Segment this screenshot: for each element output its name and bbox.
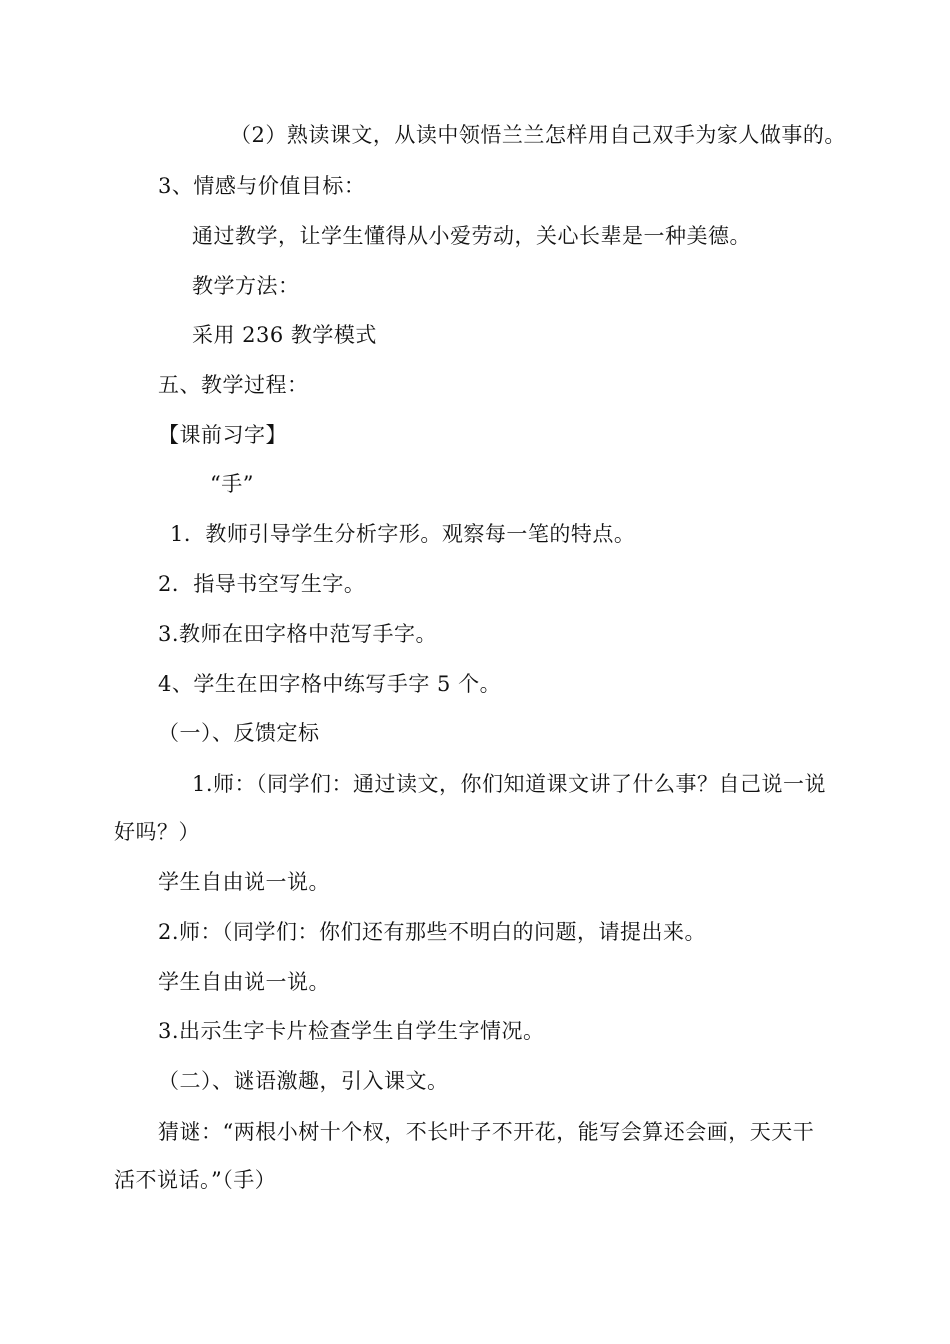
text-line-character: “手” bbox=[210, 472, 254, 496]
text-line-method: 采用 236 教学模式 bbox=[192, 323, 377, 347]
text-line-teacher-question-1: 1.师：（同学们：通过读文，你们知道课文讲了什么事？自己说一说 bbox=[192, 772, 827, 796]
text-line-student-response-1: 学生自由说一说。 bbox=[158, 870, 330, 894]
text-line-step-3: 3.教师在田字格中范写手字。 bbox=[158, 622, 438, 646]
text-line-pre-class-heading: 【课前习字】 bbox=[158, 423, 287, 447]
text-line-section-1-heading: （一）、反馈定标 bbox=[158, 721, 320, 745]
text-line-riddle: 猜谜：“两根小树十个杈，不长叶子不开花，能写会算还会画，天天干 bbox=[158, 1120, 815, 1144]
text-line-riddle-cont: 活不说话。”（手） bbox=[114, 1168, 277, 1192]
text-line-flashcards: 3.出示生字卡片检查学生自学生字情况。 bbox=[158, 1019, 545, 1043]
text-line-process-heading: 五、教学过程： bbox=[158, 373, 309, 397]
text-line-teacher-question-2: 2.师：（同学们：你们还有那些不明白的问题，请提出来。 bbox=[158, 920, 707, 944]
text-line-step-2: 2．指导书空写生字。 bbox=[158, 572, 366, 596]
text-line-student-response-2: 学生自由说一说。 bbox=[158, 970, 330, 994]
text-line-teacher-question-1-cont: 好吗？） bbox=[114, 820, 200, 844]
text-line-step-1: 1．教师引导学生分析字形。观察每一笔的特点。 bbox=[170, 522, 636, 546]
text-line-method-heading: 教学方法： bbox=[192, 274, 300, 298]
text-line-section-2-heading: （二）、谜语激趣，引入课文。 bbox=[158, 1069, 449, 1093]
text-line-emotion-goal: 通过教学，让学生懂得从小爱劳动，关心长辈是一种美德。 bbox=[192, 224, 751, 248]
text-line-emotion-goal-heading: 3、情感与价值目标： bbox=[158, 174, 366, 198]
text-line-objective-2: （2）熟读课文，从读中领悟兰兰怎样用自己双手为家人做事的。 bbox=[230, 123, 846, 147]
text-line-step-4: 4、学生在田字格中练写手字 5 个。 bbox=[158, 672, 502, 696]
